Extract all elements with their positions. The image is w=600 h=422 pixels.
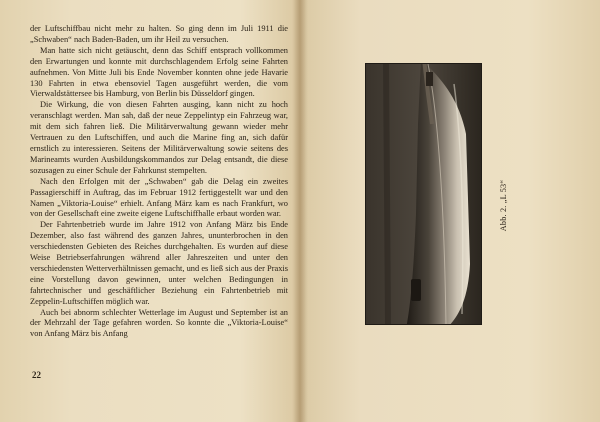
left-page — [30, 24, 288, 404]
book-gutter — [292, 0, 308, 422]
paragraph: der Luftschiffbau nicht mehr zu halten. So ging denn im Juli 1911 die „Schwaben“ nach Baden-Baden, um ihr Heil zu versuchen. — [30, 24, 288, 44]
paragraph: Man hatte sich nicht getäuscht, denn das Schiff entsprach vollkommen den Erwartungen und konnte mit durchschlagendem Erfolg seine Fahrten aufnehmen. Von Mitte Juli bis Ende November konnten ohne jede Havarie 130 Fahrten in etwa ebensoviel Tagen ausgeführt werden, die vom Vierwaldstättersee bis Hamburg, von Berlin bis Düsseldorf gingen. — [30, 45, 288, 99]
figure-caption-text: Abb. 2. „L 53“ — [499, 179, 509, 231]
zeppelin-photo — [365, 63, 482, 325]
left-page-body — [30, 24, 288, 340]
paragraph: Der Fahrtenbetrieb wurde im Jahre 1912 von Anfang März bis Ende Dezember, also fast während des ganzen Jahres, ununterbrochen in den verschiedensten Gebieten des Reiches durchgehalten. Es wurden auf diese Weise Betriebserfahrungen während aller Jahreszeiten und unter den verschiedensten Wetterverhältnissen gemacht, und es ließ sich aus der Praxis eine Vorstellung davon gewinnen, unter welchen Bedingungen in fahrtechnischer und geschäftlicher Beziehung ein Fahrtenbetrieb mit Zeppelin-Luftschiffen möglich war. — [30, 220, 288, 306]
figure-caption — [497, 150, 511, 260]
paragraph: Nach den Erfolgen mit der „Schwaben“ gab die Delag ein zweites Passagierschiff in Auftrag, das im Februar 1912 fertiggestellt war und den Namen „Viktoria-Louise“ erhielt. Anfang März kam es nach Frankfurt, wo von der Gesellschaft eine zweite eigene Luftschiffhalle erbaut worden war. — [30, 176, 288, 219]
page-number: 22 — [32, 370, 41, 380]
paragraph: Die Wirkung, die von diesen Fahrten ausging, kann nicht zu hoch veranschlagt werden. Man sah, daß der neue Zeppelintyp ein Fahrzeug war, mit dem sich fahren ließ. Die Militärverwaltung gewann wieder mehr Vertrauen zu den Luftschiffen, und auch die Marine fing an, sich dafür ernstlich zu interessieren. Seitens der Militärverwaltung sowie seitens des Marineamts wurden Ausbildungskommandos zur Delag entsandt, die diese sozusagen zu einer Schule der Fahrkunst stempelten. — [30, 100, 288, 175]
paragraph: Auch bei abnorm schlechter Wetterlage im August und September ist an der Mehrzahl der Tage gefahren worden. So konnte die „Viktoria-Louise“ von Anfang März bis Anfang — [30, 307, 288, 339]
zeppelin-photo-image — [366, 64, 481, 324]
